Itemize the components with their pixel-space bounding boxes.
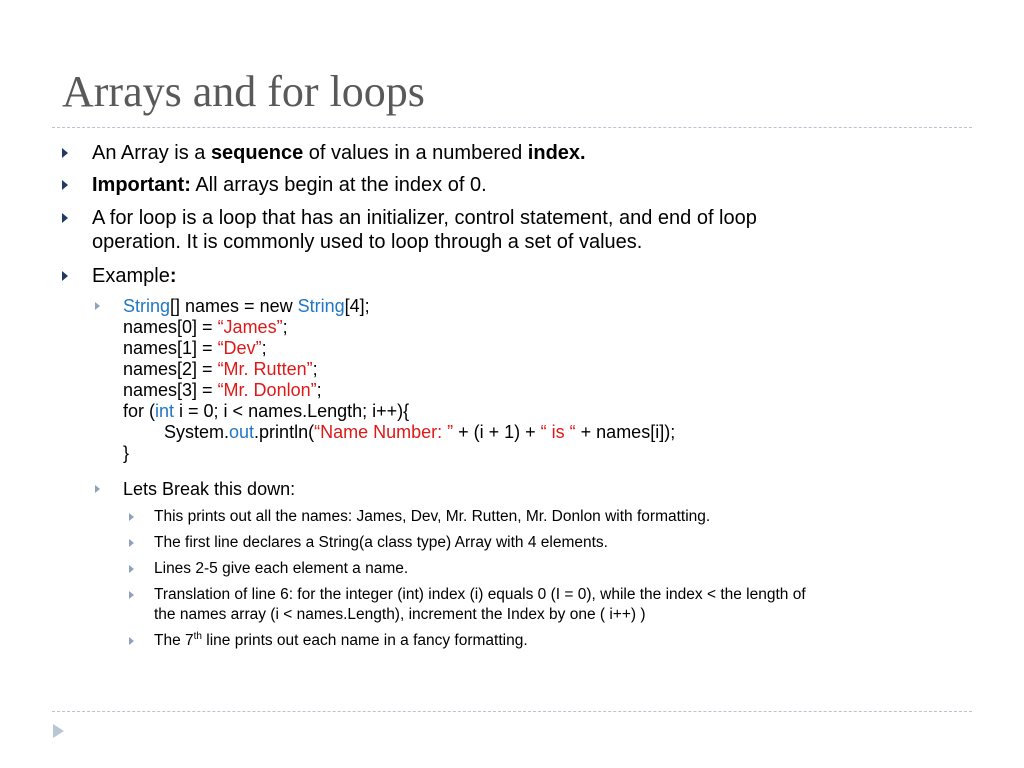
bullet-arrow-icon — [62, 180, 68, 190]
code-line-1 — [123, 296, 675, 317]
text: The 7 — [154, 632, 194, 649]
text: Translation of line 6: for the integer (int) index (i) equals 0 (I = 0), while the index < the length of — [154, 586, 806, 603]
code-text: ; — [261, 338, 267, 358]
code-line-8 — [123, 443, 675, 464]
breakdown-heading: Lets Break this down: — [123, 479, 296, 499]
sub-sub-bullet-arrow-icon — [129, 565, 134, 573]
code-text: [4]; — [344, 296, 370, 316]
code-line-2 — [123, 317, 675, 338]
code-line-4 — [123, 359, 675, 380]
code-text: [] names = new — [170, 296, 298, 316]
bullet-arrow-icon — [62, 213, 68, 223]
breakdown-item: The first line declares a String(a class type) Array with 4 elements. — [154, 534, 608, 551]
code-line-7 — [123, 422, 675, 443]
code-text: names[3] = — [123, 380, 218, 400]
code-line-6 — [123, 401, 675, 422]
next-slide-arrow-icon[interactable] — [50, 723, 66, 739]
keyword: String — [123, 296, 171, 316]
breakdown-item — [154, 585, 806, 625]
sub-bullet-arrow-icon — [95, 485, 100, 493]
bullet-example — [92, 264, 176, 288]
bullet-important — [92, 173, 487, 197]
string-literal: “James” — [217, 317, 283, 337]
top-divider — [52, 127, 972, 128]
sub-sub-bullet-arrow-icon — [129, 539, 134, 547]
text: line prints out each name in a fancy formatting. — [201, 632, 528, 649]
text: of values in a numbered — [303, 142, 528, 164]
slide-title: Arrays and for loops — [62, 67, 425, 116]
string-literal: “Mr. Rutten” — [217, 359, 313, 379]
bold-text: Important: — [92, 174, 191, 196]
superscript: th — [193, 630, 202, 642]
text: Example — [92, 265, 170, 287]
breakdown-item — [154, 631, 528, 651]
bold-text: : — [169, 265, 177, 287]
breakdown-item: This prints out all the names: James, Dev, Mr. Rutten, Mr. Donlon with formatting. — [154, 508, 711, 525]
code-text: + names[i]); — [575, 422, 676, 442]
bullet-for-loop — [92, 206, 757, 254]
code-text: ; — [282, 317, 288, 337]
code-text: names[1] = — [123, 338, 218, 358]
bullet-array-definition — [92, 141, 586, 165]
string-literal: “Dev” — [217, 338, 262, 358]
code-text: for ( — [123, 401, 156, 421]
code-text: ; — [316, 380, 322, 400]
code-text: .println( — [254, 422, 315, 442]
text: the names array (i < names.Length), increment the Index by one ( i++) ) — [154, 606, 646, 623]
bold-text: sequence — [210, 142, 304, 164]
code-line-3 — [123, 338, 675, 359]
string-literal: “ is “ — [540, 422, 576, 442]
sub-bullet-arrow-icon — [95, 302, 100, 310]
breakdown-item: Lines 2-5 give each element a name. — [154, 560, 409, 577]
code-text: names[0] = — [123, 317, 218, 337]
sub-sub-bullet-arrow-icon — [129, 513, 134, 521]
string-literal: “Name Number: ” — [314, 422, 454, 442]
keyword: String — [297, 296, 345, 316]
code-text: System. — [164, 422, 230, 442]
code-block — [123, 296, 675, 464]
keyword: int — [155, 401, 175, 421]
bold-text: index. — [527, 142, 586, 164]
code-text: ; — [312, 359, 318, 379]
code-line-5 — [123, 380, 675, 401]
code-text: } — [123, 443, 130, 463]
bullet-arrow-icon — [62, 148, 68, 158]
text: An Array is a — [92, 142, 211, 164]
bullet-arrow-icon — [62, 271, 68, 281]
code-text: + (i + 1) + — [453, 422, 541, 442]
bottom-divider — [52, 711, 972, 712]
code-text: i = 0; i < names.Length; i++){ — [174, 401, 410, 421]
string-literal: “Mr. Donlon” — [217, 380, 317, 400]
sub-sub-bullet-arrow-icon — [129, 591, 134, 599]
keyword: out — [229, 422, 255, 442]
text: All arrays begin at the index of 0. — [190, 174, 487, 196]
sub-sub-bullet-arrow-icon — [129, 637, 134, 645]
text: A for loop is a loop that has an initializer, control statement, and end of loop — [92, 207, 757, 229]
text: operation. It is commonly used to loop through a set of values. — [92, 231, 643, 253]
code-text: names[2] = — [123, 359, 218, 379]
